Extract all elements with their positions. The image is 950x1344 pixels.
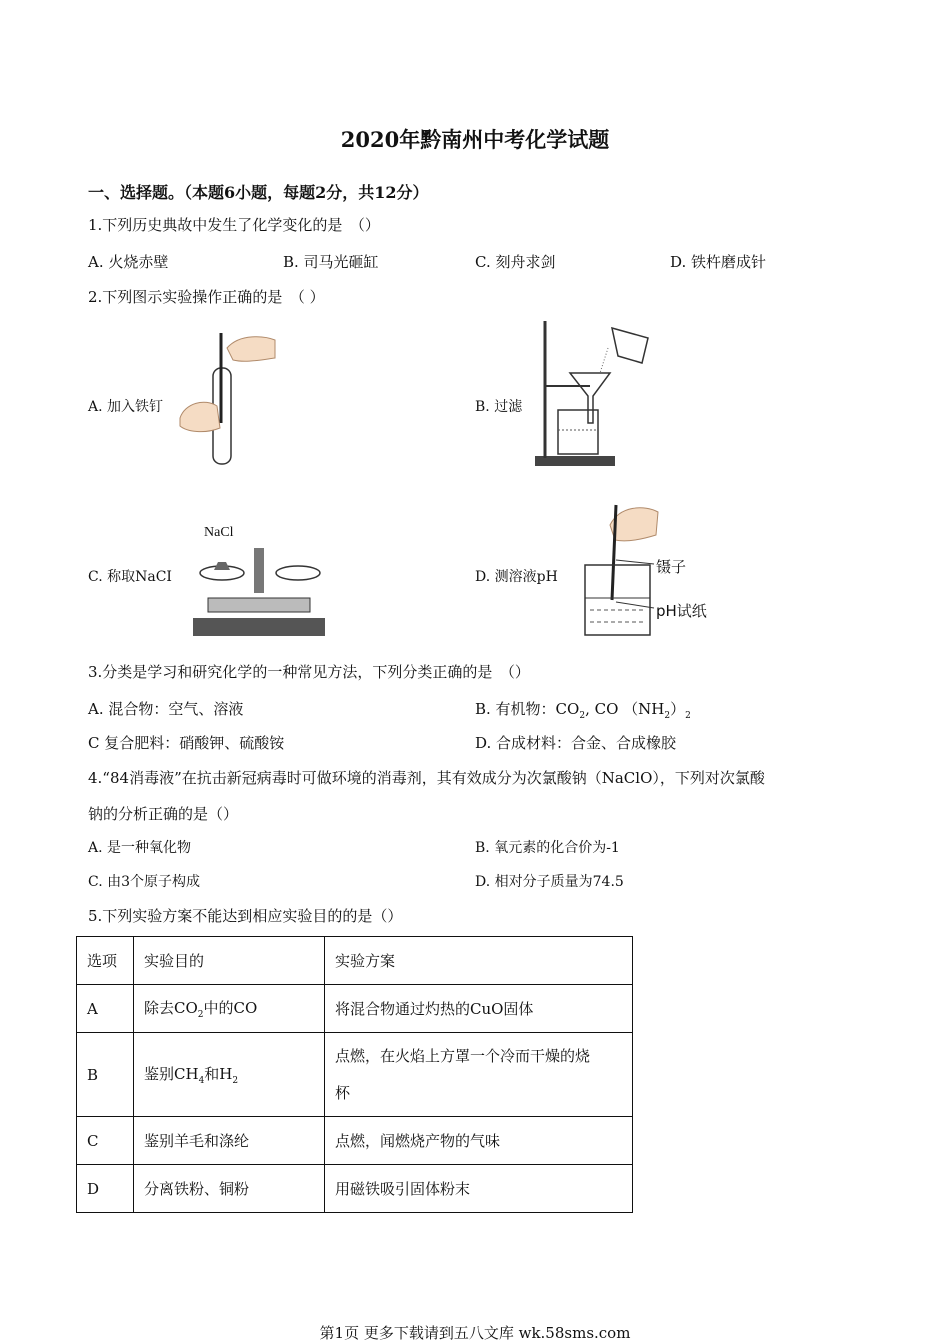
section-heading: 一、选择题。（本题6小题，每题2分，共12分）: [88, 183, 429, 202]
table-row: [77, 985, 633, 1033]
question-1-stem: 1.下列历史典故中发生了化学变化的是 （）: [88, 216, 380, 234]
question-1-option-c: C. 刻舟求剑: [475, 253, 556, 271]
question-2-option-a-label: A. 加入铁钉: [88, 399, 164, 415]
row-plan: 将混合物通过灼热的CuO固体: [325, 985, 633, 1033]
filtration-apparatus-figure: [530, 318, 655, 470]
question-1-option-b: B. 司马光砸缸: [283, 253, 379, 271]
question-3-stem: 3.分类是学习和研究化学的一种常见方法，下列分类正确的是 （）: [88, 663, 530, 681]
question-4-option-a: A. 是一种氧化物: [88, 840, 192, 856]
question-2-option-d-label: D. 测溶液pH: [475, 569, 558, 585]
nacl-figure-label: NaCl: [204, 525, 234, 540]
table-row: [77, 1033, 633, 1117]
table-row: [77, 1165, 633, 1213]
question-4-option-b: B. 氧元素的化合价为-1: [475, 840, 620, 856]
ph-test-figure: [580, 500, 725, 640]
table-row: [77, 1117, 633, 1165]
question-2-option-b-label: B. 过滤: [475, 399, 523, 415]
question-3-option-a: A. 混合物：空气、溶液: [88, 700, 244, 718]
page-title: 2020年黔南州中考化学试题: [340, 127, 610, 152]
tweezers-figure-label: 镊子: [656, 558, 687, 576]
question-2-stem: 2.下列图示实验操作正确的是 （ ）: [88, 288, 325, 306]
header-plan: 实验方案: [325, 937, 633, 985]
row-goal: 除去$CO_2$中的CO: [134, 985, 325, 1033]
question-3-option-b: B. 有机物：$CO_2$, CO $(NH_2)_2$: [475, 700, 691, 721]
question-3-option-c: C 复合肥料：硝酸钾、硫酸铵: [88, 734, 285, 752]
experiment-table: [76, 936, 633, 1213]
question-4-option-c: C. 由3个原子构成: [88, 874, 201, 890]
balance-figure: [188, 518, 330, 640]
page-footer: 第1页 更多下载请到五八文库 wk.58sms.com: [319, 1324, 631, 1342]
ph-paper-figure-label: pH试纸: [656, 602, 707, 620]
row-plan: 点燃，在火焰上方罩一个冷而干燥的烧 杯: [325, 1033, 633, 1117]
question-5-stem: 5.下列实验方案不能达到相应实验目的的是（）: [88, 907, 403, 925]
table-header-row: [77, 937, 633, 985]
header-goal: 实验目的: [134, 937, 325, 985]
question-1-option-a: A. 火烧赤壁: [88, 253, 169, 271]
header-option: 选项: [77, 937, 134, 985]
row-option: D: [77, 1165, 134, 1213]
row-option: C: [77, 1117, 134, 1165]
question-1-option-d: D. 铁杵磨成针: [670, 253, 767, 271]
row-plan: 用磁铁吸引固体粉末: [325, 1165, 633, 1213]
row-goal: 分离铁粉、铜粉: [134, 1165, 325, 1213]
question-4-stem-line1: 4.“84消毒液”在抗击新冠病毒时可做环境的消毒剂，其有效成分为次氯酸钠（NaClO），下列对次氯酸: [88, 769, 765, 787]
question-4-option-d: D. 相对分子质量为74.5: [475, 874, 624, 890]
row-option: A: [77, 985, 134, 1033]
question-2-option-c-label: C. 称取NaCI: [88, 569, 172, 585]
question-3-option-d: D. 合成材料：合金、合成橡胶: [475, 734, 677, 752]
question-4-stem-line2: 钠的分析正确的是（）: [88, 805, 239, 823]
row-plan: 点燃，闻燃烧产物的气味: [325, 1117, 633, 1165]
row-option: B: [77, 1033, 134, 1117]
row-goal: 鉴别$CH_4$和$H_2$: [134, 1033, 325, 1117]
test-tube-nail-figure: [175, 328, 280, 470]
row-goal: 鉴别羊毛和涤纶: [134, 1117, 325, 1165]
